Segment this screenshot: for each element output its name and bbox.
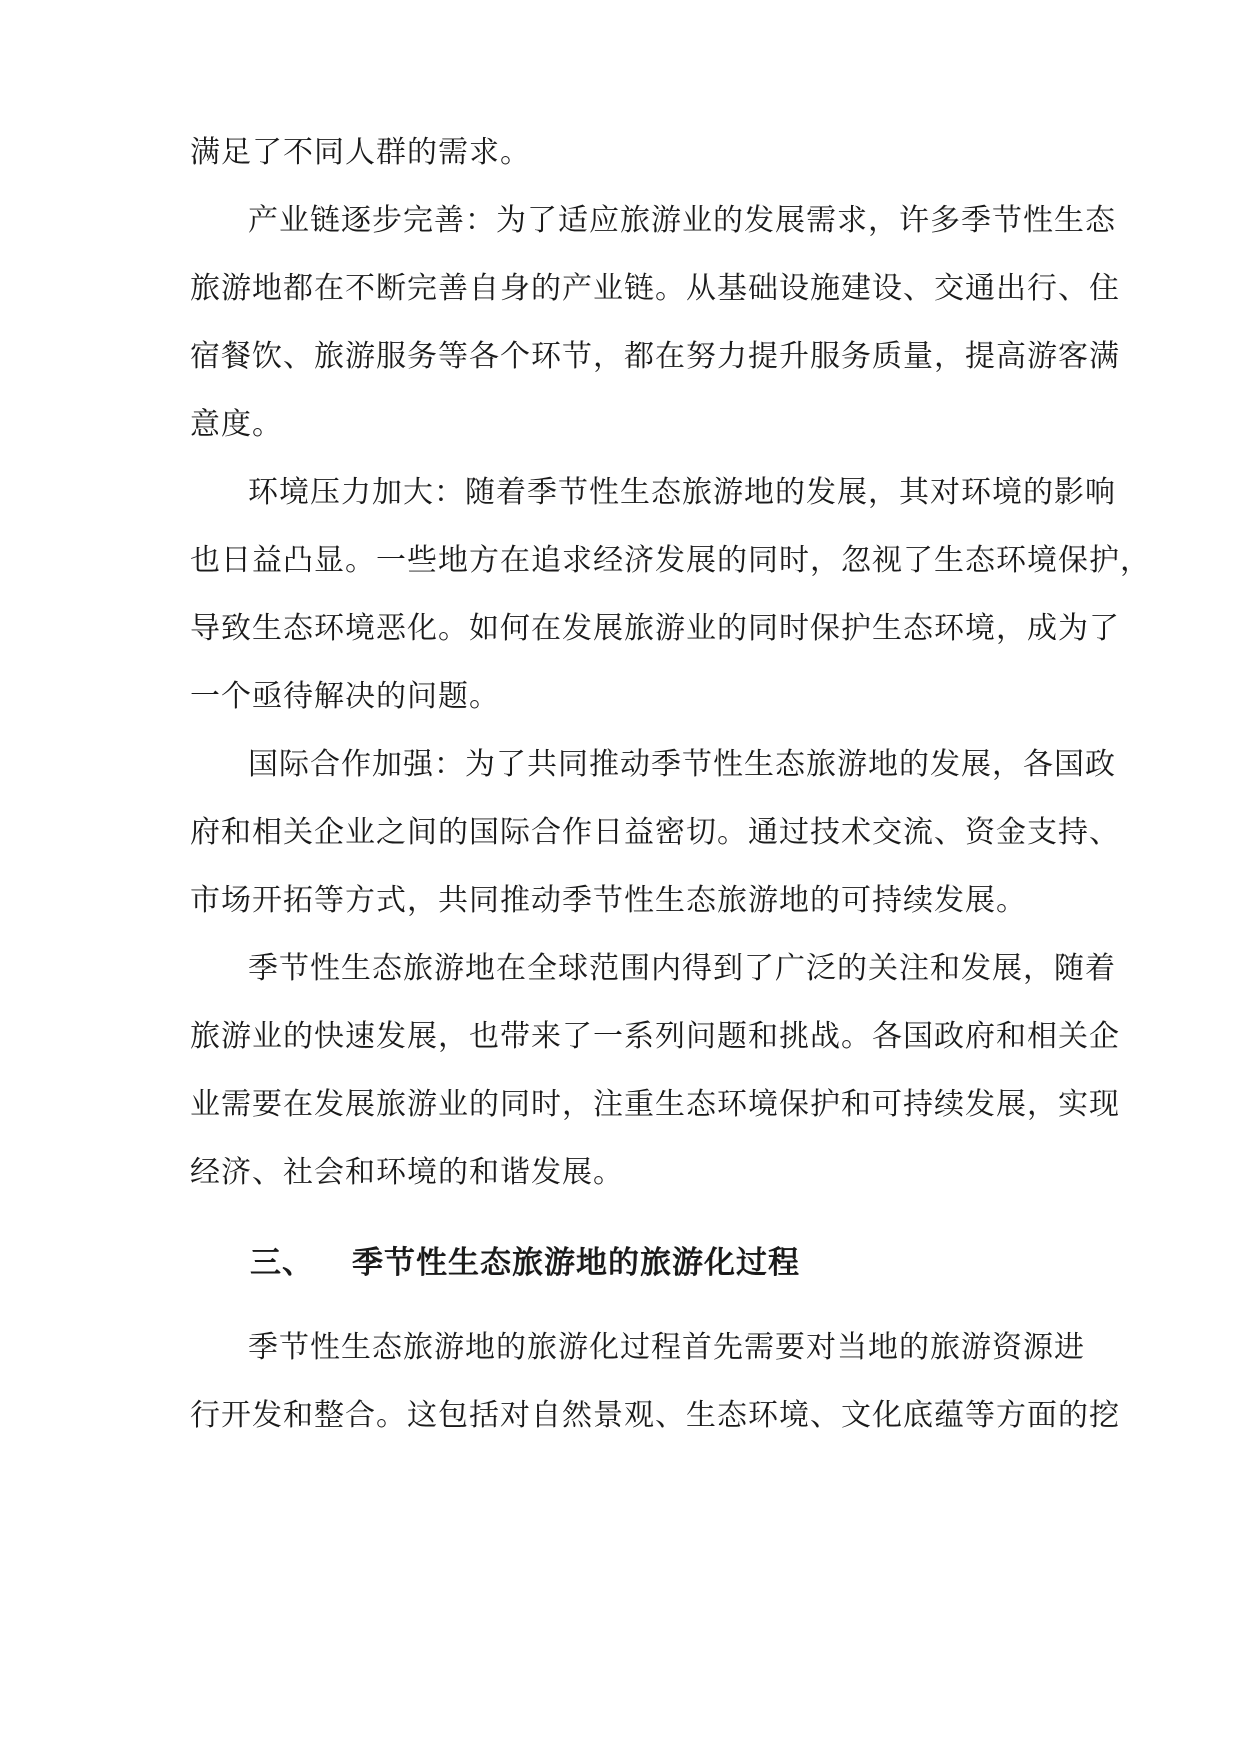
section-heading bbox=[250, 1243, 800, 1283]
paragraph-line: 经济、社会和环境的和谐发展。 bbox=[190, 1155, 624, 1190]
paragraph-line: 旅游业的快速发展，也带来了一系列问题和挑战。各国政府和相关企 bbox=[190, 1019, 1120, 1054]
paragraph-line: 一个亟待解决的问题。 bbox=[190, 679, 500, 714]
paragraph-line: 宿餐饮、旅游服务等各个环节，都在努力提升服务质量，提高游客满 bbox=[190, 339, 1120, 374]
section-title: 季节性生态旅游地的旅游化过程 bbox=[352, 1245, 800, 1281]
paragraph-line: 行开发和整合。这包括对自然景观、生态环境、文化底蕴等方面的挖 bbox=[190, 1398, 1120, 1433]
paragraph-line: 意度。 bbox=[190, 407, 283, 442]
paragraph-line: 旅游地都在不断完善自身的产业链。从基础设施建设、交通出行、住 bbox=[190, 271, 1120, 306]
paragraph-line: 产业链逐步完善：为了适应旅游业的发展需求，许多季节性生态 bbox=[248, 203, 1116, 238]
paragraph-line: 市场开拓等方式，共同推动季节性生态旅游地的可持续发展。 bbox=[190, 883, 1027, 918]
paragraph-line: 国际合作加强：为了共同推动季节性生态旅游地的发展，各国政 bbox=[248, 747, 1116, 782]
paragraph-line: 季节性生态旅游地的旅游化过程首先需要对当地的旅游资源进 bbox=[248, 1330, 1085, 1365]
paragraph-line: 也日益凸显。一些地方在追求经济发展的同时，忽视了生态环境保护， bbox=[190, 543, 1151, 578]
paragraph-line: 满足了不同人群的需求。 bbox=[190, 135, 531, 170]
paragraph-line: 府和相关企业之间的国际合作日益密切。通过技术交流、资金支持、 bbox=[190, 815, 1120, 850]
paragraph-line: 业需要在发展旅游业的同时，注重生态环境保护和可持续发展，实现 bbox=[190, 1087, 1120, 1122]
paragraph-line: 导致生态环境恶化。如何在发展旅游业的同时保护生态环境，成为了 bbox=[190, 611, 1120, 646]
section-number: 三、 bbox=[250, 1245, 314, 1281]
paragraph-line: 环境压力加大：随着季节性生态旅游地的发展，其对环境的影响 bbox=[248, 475, 1116, 510]
paragraph-line: 季节性生态旅游地在全球范围内得到了广泛的关注和发展，随着 bbox=[248, 951, 1116, 986]
